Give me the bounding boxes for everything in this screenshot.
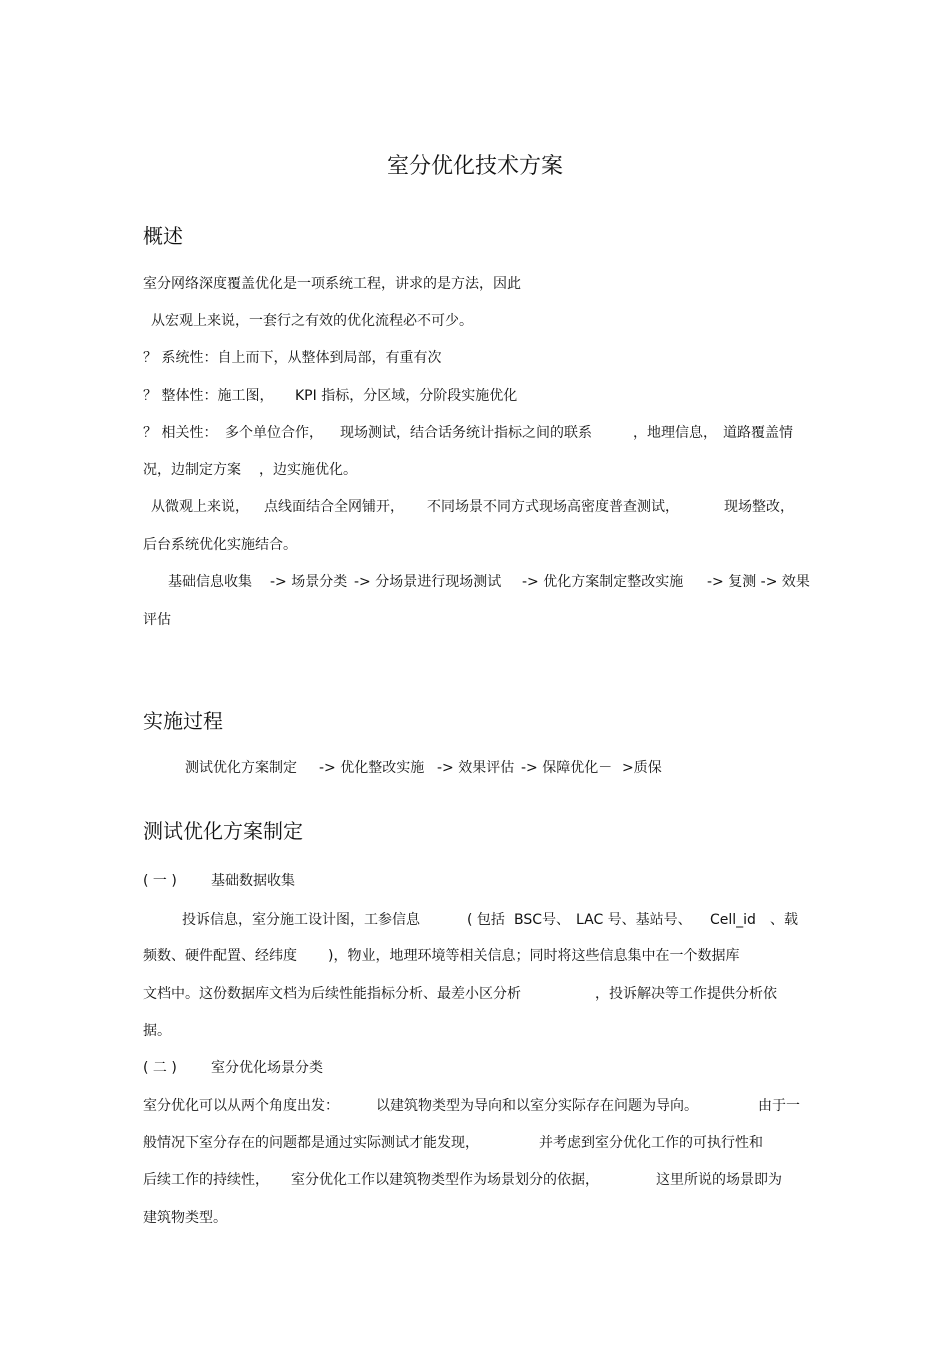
overview-bullet-systemic: ？ 系统性：自上而下，从整体到局部，有重有次 [143,350,442,366]
process-step: -> 优化整改实施 [319,760,425,776]
plan-text: ( 包括 [467,912,505,928]
overview-text: 道路覆盖情 [723,425,793,441]
plan-text: ，投诉解决等工作提供分析依 [595,986,777,1002]
plan-text: 室分优化工作以建筑物类型作为场景划分的依据， [291,1172,599,1188]
section-number: ( 一 ) [143,873,177,889]
document-title: 室分优化技术方案 [386,154,563,179]
plan-text: 频数、硬件配置、经纬度 [143,948,297,964]
process-step: >质保 [622,760,662,776]
plan-text: 、载 [770,912,798,928]
plan-text: )，物业，地理环境等相关信息；同时将这些信息集中在一个数据库 [328,948,740,964]
plan-text: 后续工作的持续性， [143,1172,269,1188]
overview-text: 后台系统优化实施结合。 [143,537,297,553]
heading-process: 实施过程 [143,709,223,733]
plan-text: 据。 [143,1023,171,1039]
process-step: -> 效果评估 [437,760,515,776]
plan-text: 般情况下室分存在的问题都是通过实际测试才能发现， [143,1135,479,1151]
overview-text: 现场整改， [724,499,794,515]
overview-text: 点线面结合全网铺开， [264,499,404,515]
overview-text: 从微观上来说， [151,499,249,515]
overview-text: 况，边制定方案 [143,462,241,478]
heading-plan: 测试优化方案制定 [143,819,303,843]
overview-line: 室分网络深度覆盖优化是一项系统工程，讲求的是方法，因此 [143,276,521,292]
section-title: 基础数据收集 [211,873,295,889]
overview-flow: 基础信息收集 [168,574,252,590]
overview-text: ，地理信息， [633,425,717,441]
plan-text: 由于一 [758,1098,800,1114]
overview-text: KPI 指标，分区域，分阶段实施优化 [295,388,518,404]
overview-flow: -> 分场景进行现场测试 [354,574,502,590]
overview-flow: -> 优化方案制定整改实施 [522,574,684,590]
plan-text: 以建筑物类型为导向和以室分实际存在问题为导向。 [376,1098,698,1114]
process-step: -> 保障优化－ [521,760,613,776]
plan-text: BSC号、 [514,912,571,928]
plan-text: 并考虑到室分优化工作的可执行性和 [539,1135,763,1151]
overview-bullet-related: ？ 相关性： [143,425,218,441]
overview-text: 现场测试，结合话务统计指标之间的联系 [340,425,592,441]
plan-text: 文档中。这份数据库文档为后续性能指标分析、最差小区分析 [143,986,521,1002]
plan-text: 室分优化可以从两个角度出发： [143,1098,339,1114]
overview-line: 从宏观上来说，一套行之有效的优化流程必不可少。 [151,313,473,329]
plan-text: 建筑物类型。 [143,1210,227,1226]
process-step: 测试优化方案制定 [185,760,297,776]
overview-text: 多个单位合作， [225,425,323,441]
plan-text: Cell_id [710,912,756,928]
overview-flow: -> 场景分类 [270,574,348,590]
plan-text: 投诉信息，室分施工设计图，工参信息 [182,912,420,928]
overview-flow: 评估 [143,612,171,628]
section-title: 室分优化场景分类 [211,1060,323,1076]
plan-text: 这里所说的场景即为 [656,1172,782,1188]
overview-bullet-holistic: ？ 整体性：施工图， [143,388,274,404]
overview-flow: -> 复测 -> 效果 [707,574,810,590]
overview-text: 不同场景不同方式现场高密度普查测试， [427,499,679,515]
heading-overview: 概述 [143,224,183,248]
overview-text: ，边实施优化。 [259,462,357,478]
plan-text: LAC 号、基站号、 [576,912,692,928]
section-number: ( 二 ) [143,1060,177,1076]
